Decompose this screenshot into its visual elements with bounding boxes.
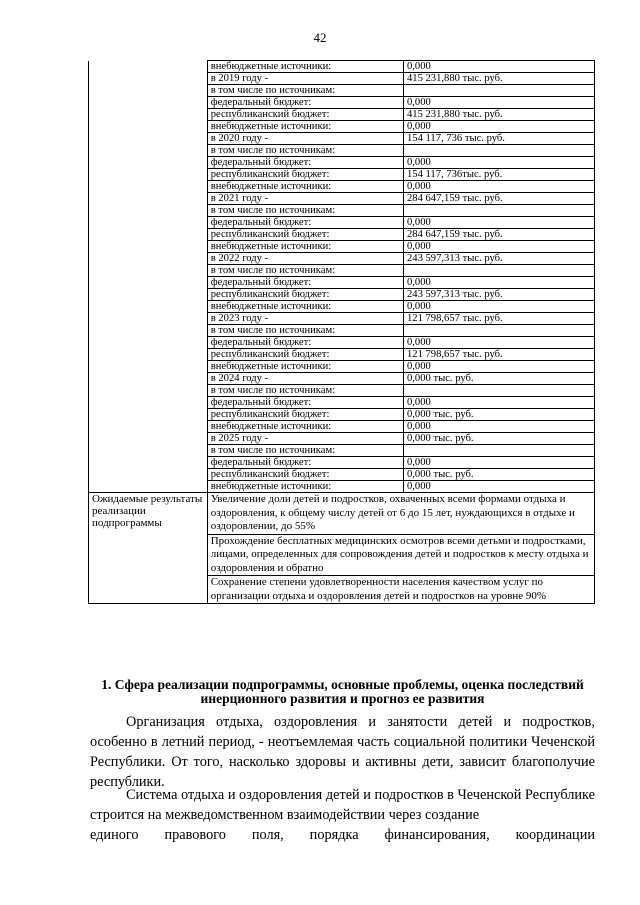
funding-value: 0,000	[403, 361, 594, 373]
funding-label: республиканский бюджет:	[207, 349, 403, 361]
empty-label-cell	[89, 85, 208, 97]
funding-value: 0,000 тыс. руб.	[403, 409, 594, 421]
empty-label-cell	[89, 241, 208, 253]
funding-value: 0,000	[403, 457, 594, 469]
funding-label: внебюджетные источники:	[207, 421, 403, 433]
empty-label-cell	[89, 325, 208, 337]
empty-label-cell	[89, 409, 208, 421]
funding-row	[89, 313, 595, 325]
empty-label-cell	[89, 253, 208, 265]
funding-value: 0,000 тыс. руб.	[403, 433, 594, 445]
funding-row	[89, 169, 595, 181]
funding-value: 284 647,159 тыс. руб.	[403, 193, 594, 205]
funding-label: республиканский бюджет:	[207, 169, 403, 181]
funding-label: республиканский бюджет:	[207, 409, 403, 421]
funding-value: 0,000	[403, 181, 594, 193]
funding-row	[89, 229, 595, 241]
paragraph-2	[90, 785, 595, 845]
funding-value	[403, 445, 594, 457]
funding-row	[89, 253, 595, 265]
empty-label-cell	[89, 157, 208, 169]
empty-label-cell	[89, 469, 208, 481]
funding-label: в 2022 году -	[207, 253, 403, 265]
funding-row	[89, 61, 595, 73]
funding-label: в том числе по источникам:	[207, 385, 403, 397]
empty-label-cell	[89, 337, 208, 349]
funding-row	[89, 193, 595, 205]
funding-value: 0,000	[403, 217, 594, 229]
empty-label-cell	[89, 373, 208, 385]
funding-value: 0,000 тыс. руб.	[403, 469, 594, 481]
empty-label-cell	[89, 121, 208, 133]
empty-label-cell	[89, 133, 208, 145]
funding-label: внебюджетные источники:	[207, 481, 403, 493]
funding-label: внебюджетные источники:	[207, 181, 403, 193]
funding-row	[89, 361, 595, 373]
empty-label-cell	[89, 145, 208, 157]
funding-value: 0,000	[403, 337, 594, 349]
funding-label: федеральный бюджет:	[207, 397, 403, 409]
empty-label-cell	[89, 169, 208, 181]
funding-label: в 2025 году -	[207, 433, 403, 445]
empty-label-cell	[89, 265, 208, 277]
empty-label-cell	[89, 445, 208, 457]
funding-value: 154 117, 736тыс. руб.	[403, 169, 594, 181]
funding-label: в том числе по источникам:	[207, 85, 403, 97]
funding-label: в том числе по источникам:	[207, 445, 403, 457]
empty-label-cell	[89, 181, 208, 193]
funding-row	[89, 145, 595, 157]
funding-value: 0,000	[403, 241, 594, 253]
empty-label-cell	[89, 109, 208, 121]
empty-label-cell	[89, 229, 208, 241]
funding-label: республиканский бюджет:	[207, 469, 403, 481]
funding-row	[89, 241, 595, 253]
funding-row	[89, 409, 595, 421]
funding-value	[403, 85, 594, 97]
empty-label-cell	[89, 433, 208, 445]
empty-label-cell	[89, 361, 208, 373]
empty-label-cell	[89, 481, 208, 493]
expected-result-item: Сохранение степени удовлетворенности населения качеством услуг по организации отдыха и оздоровления детей и подростков на уровне 90%	[207, 576, 594, 604]
funding-value: 0,000	[403, 481, 594, 493]
program-passport-table	[88, 60, 595, 604]
page-number: 42	[313, 30, 327, 45]
expected-result-item: Прохождение бесплатных медицинских осмотров всеми детьми и подростками, лицами, определенных для сопровождения детей и подростков к месту отдыха и оздоровления и обратно	[207, 534, 594, 576]
funding-label: федеральный бюджет:	[207, 217, 403, 229]
expected-results-label: Ожидаемые результаты реализации подпрограммы	[89, 493, 208, 604]
funding-label: в 2021 году -	[207, 193, 403, 205]
expected-result-row	[89, 493, 595, 535]
funding-row	[89, 217, 595, 229]
empty-label-cell	[89, 313, 208, 325]
empty-label-cell	[89, 421, 208, 433]
funding-row	[89, 121, 595, 133]
funding-row	[89, 301, 595, 313]
funding-row	[89, 457, 595, 469]
funding-row	[89, 109, 595, 121]
section-heading: 1. Сфера реализации подпрограммы, основные проблемы, оценка последствий инерционного развития и прогноз ее развития	[101, 677, 584, 706]
empty-label-cell	[89, 97, 208, 109]
funding-row	[89, 265, 595, 277]
funding-value	[403, 205, 594, 217]
funding-value: 0,000	[403, 61, 594, 73]
empty-label-cell	[89, 277, 208, 289]
funding-value: 0,000	[403, 421, 594, 433]
funding-row	[89, 205, 595, 217]
paragraph-2-last-line: единого правового поля, порядка финансирования, координации	[90, 827, 595, 843]
funding-row	[89, 97, 595, 109]
funding-label: республиканский бюджет:	[207, 229, 403, 241]
paragraph-1: Организация отдыха, оздоровления и занятости детей и подростков, особенно в летний период, - неотъемлемая часть социальной политики Чеченской Республики. От того, насколько здоровы и активны дети, зависит благополучие республики.	[90, 714, 595, 790]
funding-label: федеральный бюджет:	[207, 97, 403, 109]
funding-row	[89, 373, 595, 385]
funding-row	[89, 385, 595, 397]
funding-value: 121 798,657 тыс. руб.	[403, 313, 594, 325]
funding-value: 0,000	[403, 157, 594, 169]
funding-label: в 2020 году -	[207, 133, 403, 145]
funding-label: в том числе по источникам:	[207, 325, 403, 337]
funding-label: в том числе по источникам:	[207, 145, 403, 157]
funding-value: 0,000 тыс. руб.	[403, 373, 594, 385]
funding-label: внебюджетные источники:	[207, 121, 403, 133]
funding-row	[89, 445, 595, 457]
funding-row	[89, 157, 595, 169]
empty-label-cell	[89, 205, 208, 217]
funding-value	[403, 385, 594, 397]
funding-value: 0,000	[403, 97, 594, 109]
funding-row	[89, 433, 595, 445]
funding-value: 154 117, 736 тыс. руб.	[403, 133, 594, 145]
empty-label-cell	[89, 73, 208, 85]
funding-value: 243 597,313 тыс. руб.	[403, 289, 594, 301]
funding-label: в 2024 году -	[207, 373, 403, 385]
funding-label: внебюджетные источники:	[207, 241, 403, 253]
funding-value: 0,000	[403, 121, 594, 133]
paragraph-2-main: Система отдыха и оздоровления детей и подростков в Чеченской Республике строится на межведомственном взаимодействии через создание	[90, 787, 595, 823]
funding-label: внебюджетные источники:	[207, 361, 403, 373]
funding-value: 415 231,880 тыс. руб.	[403, 73, 594, 85]
funding-label: в том числе по источникам:	[207, 205, 403, 217]
funding-row	[89, 133, 595, 145]
funding-row	[89, 181, 595, 193]
funding-value: 0,000	[403, 277, 594, 289]
empty-label-cell	[89, 349, 208, 361]
funding-value: 415 231,880 тыс. руб.	[403, 109, 594, 121]
funding-value: 284 647,159 тыс. руб.	[403, 229, 594, 241]
funding-row	[89, 73, 595, 85]
funding-value	[403, 325, 594, 337]
empty-label-cell	[89, 217, 208, 229]
funding-label: республиканский бюджет:	[207, 289, 403, 301]
funding-value: 243 597,313 тыс. руб.	[403, 253, 594, 265]
funding-value	[403, 145, 594, 157]
funding-label: республиканский бюджет:	[207, 109, 403, 121]
empty-label-cell	[89, 301, 208, 313]
empty-label-cell	[89, 193, 208, 205]
funding-row	[89, 349, 595, 361]
funding-row	[89, 325, 595, 337]
funding-label: внебюджетные источники:	[207, 61, 403, 73]
funding-label: в 2023 году -	[207, 313, 403, 325]
empty-label-cell	[89, 289, 208, 301]
funding-label: в 2019 году -	[207, 73, 403, 85]
funding-row	[89, 481, 595, 493]
funding-value: 0,000	[403, 397, 594, 409]
funding-label: федеральный бюджет:	[207, 157, 403, 169]
funding-row	[89, 337, 595, 349]
funding-value: 121 798,657 тыс. руб.	[403, 349, 594, 361]
funding-value: 0,000	[403, 301, 594, 313]
funding-label: в том числе по источникам:	[207, 265, 403, 277]
funding-value	[403, 265, 594, 277]
funding-row	[89, 277, 595, 289]
funding-row	[89, 85, 595, 97]
funding-row	[89, 421, 595, 433]
funding-label: федеральный бюджет:	[207, 457, 403, 469]
empty-label-cell	[89, 457, 208, 469]
funding-row	[89, 397, 595, 409]
funding-label: внебюджетные источники:	[207, 301, 403, 313]
empty-label-cell	[89, 385, 208, 397]
funding-label: федеральный бюджет:	[207, 337, 403, 349]
funding-row	[89, 469, 595, 481]
empty-label-cell	[89, 397, 208, 409]
funding-row	[89, 289, 595, 301]
expected-result-item: Увеличение доли детей и подростков, охваченных всеми формами отдыха и оздоровления, к общему числу детей от 6 до 15 лет, нуждающихся в отдыхе и оздоровлении, до 55%	[207, 493, 594, 535]
funding-label: федеральный бюджет:	[207, 277, 403, 289]
empty-label-cell	[89, 61, 208, 73]
